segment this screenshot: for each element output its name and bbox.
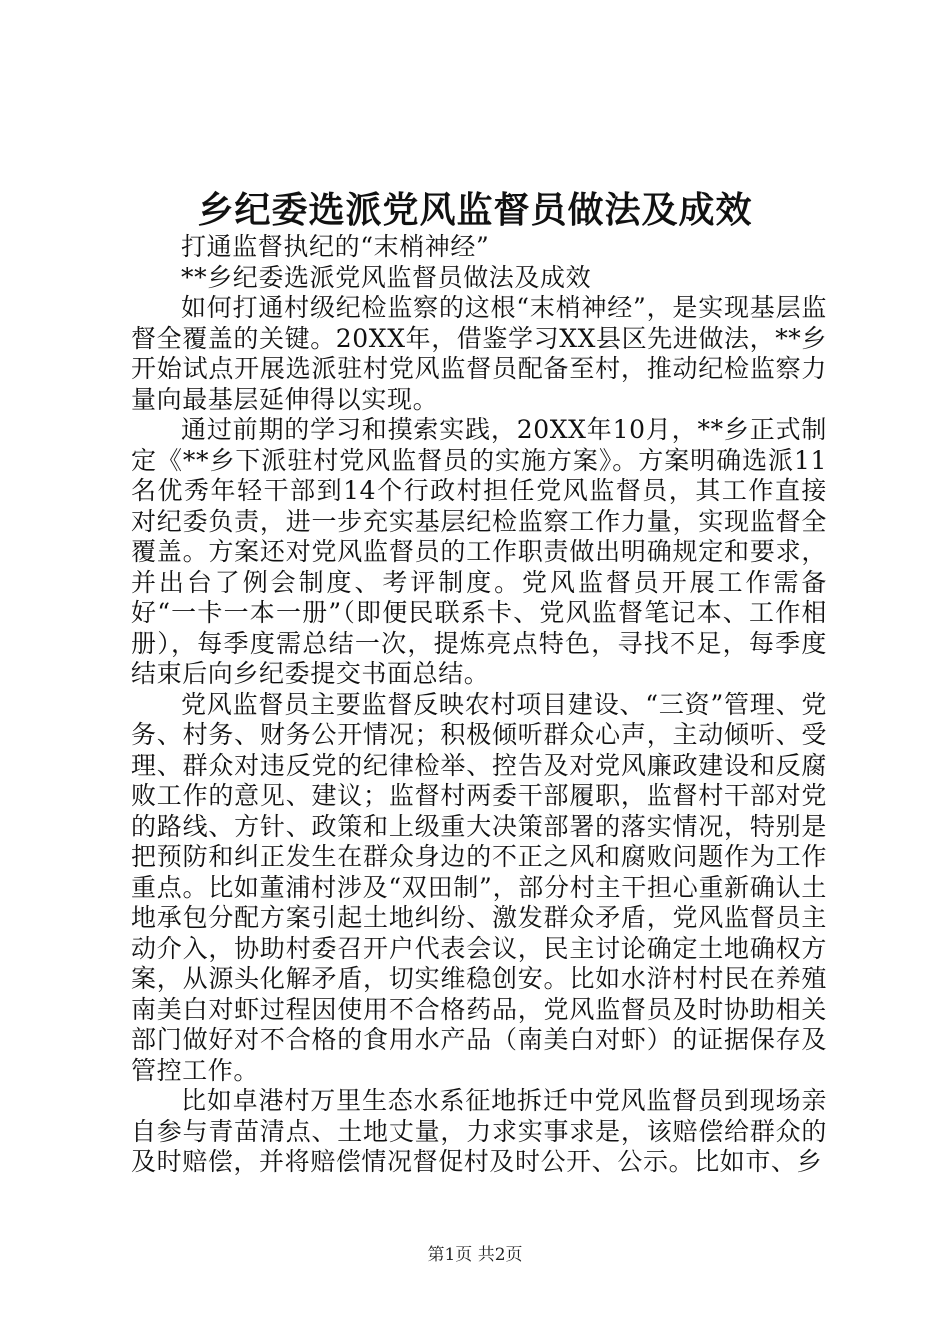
body-paragraph: 党风监督员主要监督反映农村项目建设、“三资”管理、党务、村务、财务公开情况；积极倾听群众心声，主动倾听、受理、群众对违反党的纪律检举、控告及对党风廉政建设和反腐败工作的意见、建议；监督村两委干部履职，监督村干部对党的路线、方针、政策和上级重大决策部署的落实情况，特别是把预防和纠正发生在群众身边的不正之风和腐败问题作为工作重点。比如董浦村涉及“双田制”，部分村主干担心重新确认土地承包分配方案引起土地纠纷、激发群众矛盾，党风监督员主动介入，协助村委召开户代表会议，民主讨论确定土地确权方案，从源头化解矛盾，切实维稳创安。比如水浒村村民在养殖南美白对虾过程因使用不合格药品，党风监督员及时协助相关部门做好对不合格的食用水产品（南美白对虾）的证据保存及管控工作。: [131, 689, 827, 1085]
body-paragraph: 通过前期的学习和摸索实践，20XX年10月，**乡正式制定《**乡下派驻村党风监督员的实施方案》。方案明确选派11名优秀年轻干部到14个行政村担任党风监督员，其工作直接对纪委负责，进一步充实基层纪检监察工作力量，实现监督全覆盖。方案还对党风监督员的工作职责做出明确规定和要求，并出台了例会制度、考评制度。党风监督员开展工作需备好“一卡一本一册”（即便民联系卡、党风监督笔记本、工作相册），每季度需总结一次，提炼亮点特色，寻找不足，每季度结束后向乡纪委提交书面总结。: [131, 415, 827, 688]
document-title: 乡纪委选派党风监督员做法及成效: [197, 189, 753, 231]
page-number-footer: 第1页 共2页: [427, 1245, 523, 1265]
body-paragraph: 如何打通村级纪检监察的这根“末梢神经”，是实现基层监督全覆盖的关键。20XX年，借鉴学习XX县区先进做法，**乡开始试点开展选派驻村党风监督员配备至村，推动纪检监察力量向最基层延伸得以实现。: [131, 293, 828, 414]
subtitle-line: 打通监督执纪的“末梢神经”: [181, 232, 490, 261]
body-paragraph: 比如卓港村万里生态水系征地拆迁中党风监督员到现场亲自参与青苗清点、土地丈量，力求实事求是，该赔偿给群众的及时赔偿，并将赔偿情况督促村及时公开、公示。比如市、乡: [131, 1086, 827, 1176]
document-body: [131, 232, 827, 1178]
subtitle-line: **乡纪委选派党风监督员做法及成效: [181, 262, 592, 292]
